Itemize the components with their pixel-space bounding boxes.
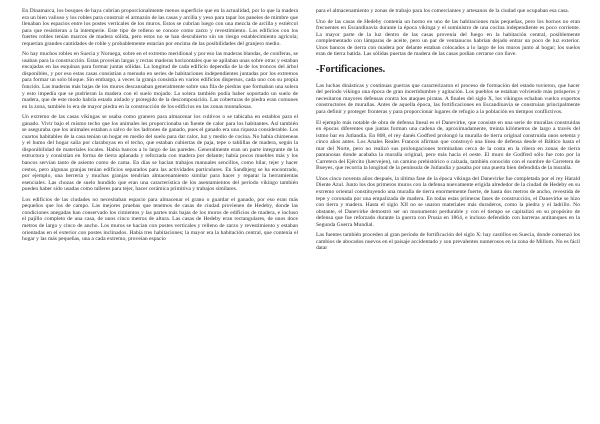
section-heading: -Fortificaciones. xyxy=(316,63,386,75)
body-paragraph: En Dinamarca, los bosques de haya cubrían proporcionalmente menos superficie que en la actualidad, por lo que la madera era un bien valioso y los robles para construir el armazón de las casas y arcilla y yeso para tapar los paneles de mimbre que llenaban los espacios entre los postes verticales de los muros. Estos se cubrían luego con una mezcla de arcilla y estiércol para que resistieran a la intemperie. Este tipo de relleno se conoce como zarzo y revestimiento. Los edificios con los fuertes robles tenían marcos de madera sólida, pero estos no se han descubierto sin un riesgo establecimiento agrícola; requerían grandes cantidades de roble y probablemente estarían por encima de las posibilidades del granjero medio. xyxy=(22,8,298,47)
body-paragraph: Los edificios de las ciudades no necesitaban espacio para almacenar el grano o guardar el ganado, por eso eran más pequeños que los de campo. Las mejores pruebas que tenemos de casas de ciudad provienen de Hedeby, donde las condiciones anegadas han conservado los cimientos y las partes más bajas de los muros de edificios de madera, e incluso el pajillo completo de una casa, de unos cinco metros de altura. Las casas de Hedeby eran rectangulares, de unos doce metros de largo y cinco de ancho. Los muros se hacían con postes verticales y relleno de zarzo y revestimiento y estaban orientadas en el exterior con postes inclinados. Había tres habitaciones; la mayor era la habitación central, que contenía el hogar y las más pequeñas, una a cada extremo, proveían espacio xyxy=(22,196,298,243)
body-paragraph: No hay muchos robles en Suecia y Noruega, sobre en el extremo meridional y por eso las maderas blandas, de coníferas, se usaban para la construcción. Estas proveían largas y rectas maderas horizontales que se apilaban unas sobre otras y estaban encajadas en las esquinas para formar juntas sólidas. La longitud de cada edificio dependía de la de los troncos del árbol disponibles, y por eso estas casas consistían a menudo en series de habitaciones independientes juntadas por los extremos para formar un solo bloque. Sin embargo, a veces la granja consistía en varios edificios dispersos, cada uno con su propia función. Las maderas más bajas de los muros descansaban generalmente sobre una fila de piedras que formaban una solera y esto impedía que se pudrieran la madera con el suelo mojado. La solera también podía haber soportado un suelo de madera, que de este modo habría estado aislado y protegido de la descomposición. Las coberturas de piedra eran comunes en la zona, también lo era de mayor piedra en la construcción de los edificios en las zonas montañosas. xyxy=(22,51,298,110)
right-column xyxy=(316,8,580,256)
body-paragraph: Las luchas dinásticas y continuas guerras que caracterizaron el proceso de formación del estado tuvieron, que hacer del período vikingo una época de gran incertidumbre y agitación. Los pueblos se estaban volviendo más prósperos y necesitaron mayores defensas contra los ataques piratas. A finales del siglo X, los vikingos echaban vuelco expertos constructores de murallas. Antes de aquella época, las fortificaciones en Escandinavia se construían principalmente para definir y proteger fronteras y para proporcionar lugares de refugio a la población en tiempos conflictivos. xyxy=(316,82,580,116)
body-paragraph: Las fuentes también proceden al gran período de fortificación del siglo X: hay castillos en Suecia, donde comenzó los cambios de abocados nuevos en el paisaje accidentado y son prevalentes numerosos en la zona de Millom. No es fácil datar xyxy=(316,232,580,252)
body-paragraph: Uno de las casas de Hedeby contenía un horno en uno de las habitaciones más pequeñas, pero los hornos no eran frecuentes en Escandinavia durante la época vikinga y el suministro de una cocina independiente es poco corriente. La mayor parte de la luz dentro de las casas provenía del fuego en la habitación central, posiblemente complementado con lámparas de aceite, pero un par de ventanucos habrían dejado entrar un poco de luz exterior. Unos bancos de tierra con madera por delante estaban colocados a lo largo de los muros junto al hogar; los suelos eran de tierra batida. Las sólidas puertas de madera de las casas podían cerrarse con llave. xyxy=(316,18,580,58)
body-paragraph: Un extremo de las casas vikingas se usaba como granero para almacenar los cultivos o se tabicaba en establos para el ganado. Vivir bajo el mismo techo que los animales les proporcionaba un fuente de calor para los habitantes. Así también se aseguraba que los animales estaban a salvo de los ladrones de ganado, pues el ganado era una riqueza considerable. Los cuartos habitables de la casa tenían un hogar en medio del suelo para dar calor, luz y medio de cocina. No había chimeneas y el humo del hogar salía por claraboyas en el techo, que estaban cubiertas de paja, tepe o tablillas de madera, según la disponibilidad de materiales locales. Había bancos a lo largo de las paredes. Generalmente eran un parte integrante de la estructura y consistían en forma de tierra aplanada y reforzada con madera por delante; había pocos muebles más y los bancos servían tanto de asiento como de cama. En días se hacían trabajos manuales sencillos, como hilar, tejer y hacer cestos, pero algunas granjas tenían edificios separados para las actividades particulares. En Sandbjerg se ha encontrado, por ejemplo, una herrería y muchas granjas tendrían almacenamiento similar para hacer y reparar la herramientas esenciales. Las chozas de suelo hundido que eran una característica de los asentamientos del período vikingo también pueden haber sido usadas como talleres para tejer, hacer cerámica primitiva y trabajos similares. xyxy=(22,114,298,193)
body-paragraph: para el almacenamiento y zonas de trabajo para los comerciantes y artesanos de la ciudad que ocupaban esa casa. xyxy=(316,8,569,14)
left-column xyxy=(22,8,298,247)
body-paragraph: El ejemplo más notable de obra de defensa lineal es el Danevirke, que consiste en una serie de murallas construidas en épocas diferentes que juntas forman una cadena de, aproximadamente, treinta kilómetros de largo a través del istmo bar en Jutlandia. En 808, el rey danés Godfred prolongó la muralla de tierra original construida unos setenta y cinco años antes. Los Anales Reales Francos afirman que construyó una línea de defensa desde el Báltico hasta el mar del Norte, pero no realizó sus prolongaciones terminaban cerca de la costa en la ribera en zonas de tierra pantanosas donde acababa la muralla original, pero más hacia el oeste. El muro de Godfred sólo fue roto por la Carretera del Ejército (hærvejen), un camino prehistórico o calzada, también conocido con el nombre de Carretera de Bueyes, que recorría la longitud de la península de Jutlandia y pasaba por una puerta bien defendida de la muralla. xyxy=(316,119,580,172)
body-paragraph: Unos cinco noventa años después, la última fase de la época vikinga del Danevirke fue completada por el rey Harald Diente Azul. Junto los dos primeros muros con la defensa nuevamente erigida alrededor de la ciudad de Hedeby en su extremo oriental constituyendo una muralla de tierra enormemente fuerte, de hasta dos metros de ancho, revestida de tepe y coronada por una empalizada de madera. En todas estas primeras fases de construcción, el Danevirke se hizo con tierra y madera. Hasta el siglo XII no se usaron materiales más duraderos, como la piedra y el ladrillo. No obstante, el Danevirke demostró ser un monumento perdurable y con el tiempo se capitalizó en su propósito de defensa que fue reforzado durante la guerra con Prusia en 1864, e incluso defendido con barreras antitanques en la Segunda Guerra Mundial. xyxy=(316,175,580,228)
